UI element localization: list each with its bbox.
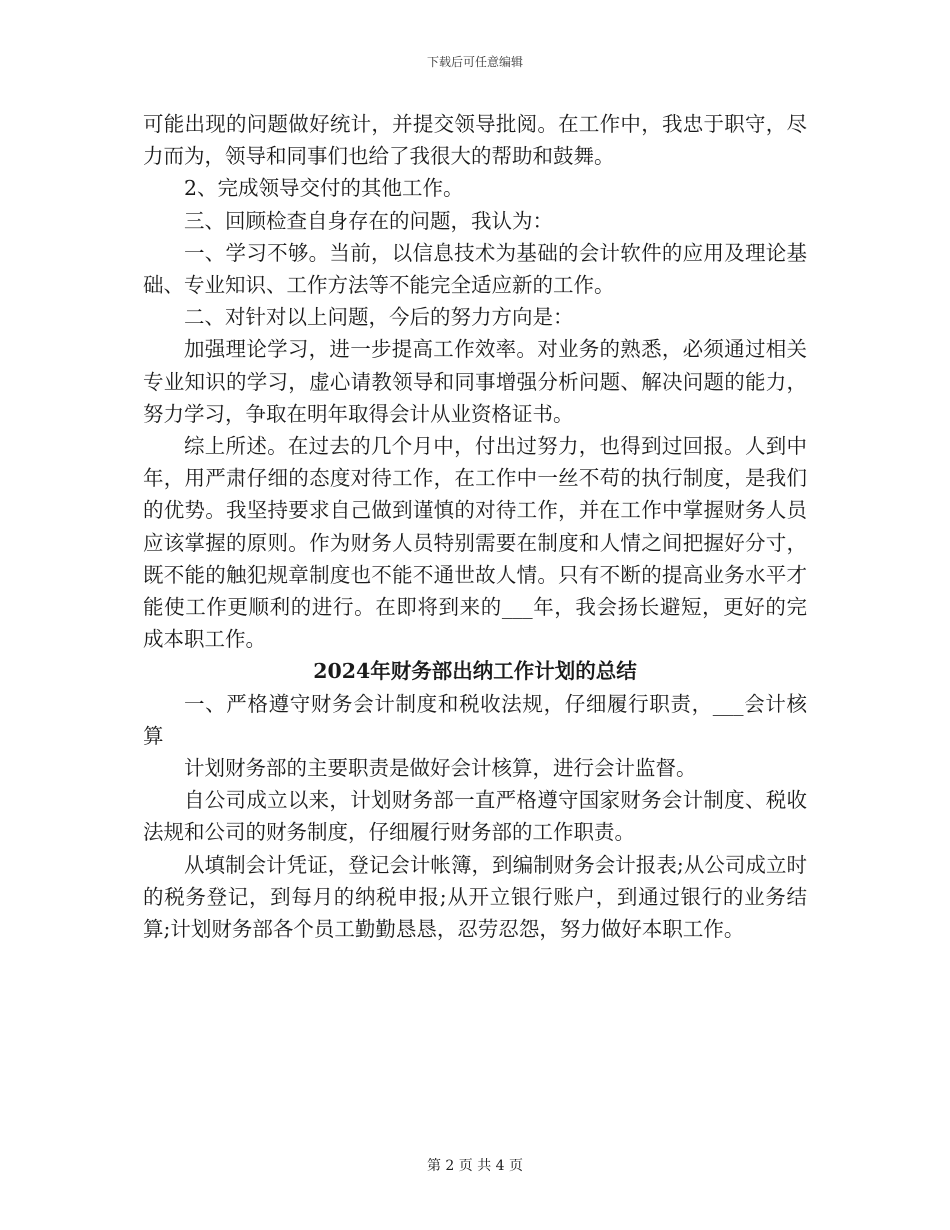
paragraph-point-1: 一、严格遵守财务会计制度和税收法规，仔细履行职责，___会计核算 xyxy=(143,691,807,748)
page-header: 下载后可任意编辑 xyxy=(426,55,523,69)
paragraph-problem-1: 一、学习不够。当前，以信息技术为基础的会计软件的应用及理论基础、专业知识、工作方法等不能完全适应新的工作。 xyxy=(143,240,807,298)
section-title: 2024年财务部出纳工作计划的总结 xyxy=(313,659,637,684)
document-body xyxy=(143,108,807,945)
paragraph-problem-2: 二、对针对以上问题，今后的努力方向是： xyxy=(184,305,574,330)
paragraph-compliance: 自公司成立以来，计划财务部一直严格遵守国家财务会计制度、税收法规和公司的财务制度，仔细履行财务部的工作职责。 xyxy=(143,788,807,845)
paragraph-section-3: 三、回顾检查自身存在的问题，我认为： xyxy=(184,208,553,233)
paragraph-summary: 综上所述。在过去的几个月中，付出过努力，也得到过回报。人到中年，用严肃仔细的态度对待工作，在工作中一丝不苟的执行制度，是我们的优势。我坚持要求自己做到谨慎的对待工作，并在工作中掌握财务人员应该掌握的原则。作为财务人员特别需要在制度和人情之间把握好分寸，既不能的触犯规章制度也不能不通世故人情。只有不断的提高业务水平才能使工作更顺利的进行。在即将到来的___年，我会扬长避短，更好的完成本职工作。 xyxy=(143,434,807,652)
paragraph-study-plan: 加强理论学习，进一步提高工作效率。对业务的熟悉，必须通过相关专业知识的学习，虚心请教领导和同事增强分析问题、解决问题的能力，努力学习，争取在明年取得会计从业资格证书。 xyxy=(143,337,807,426)
paragraph-continuation: 可能出现的问题做好统计，并提交领导批阅。在工作中，我忠于职守，尽力而为，领导和同事们也给了我很大的帮助和鼓舞。 xyxy=(143,112,807,169)
paragraph-duty: 计划财务部的主要职责是做好会计核算，进行会计监督。 xyxy=(184,756,697,781)
paragraph-item-2: 2、完成领导交付的其他工作。 xyxy=(184,176,464,201)
page-footer: 第 2 页 共 4 页 xyxy=(426,1158,524,1174)
paragraph-workflow: 从填制会计凭证，登记会计帐簿，到编制财务会计报表;从公司成立时的税务登记，到每月的纳税申报;从开立银行账户，到通过银行的业务结算;计划财务部各个员工勤勤恳恳，忍劳忍怨，努力做好本职工作。 xyxy=(143,852,807,942)
